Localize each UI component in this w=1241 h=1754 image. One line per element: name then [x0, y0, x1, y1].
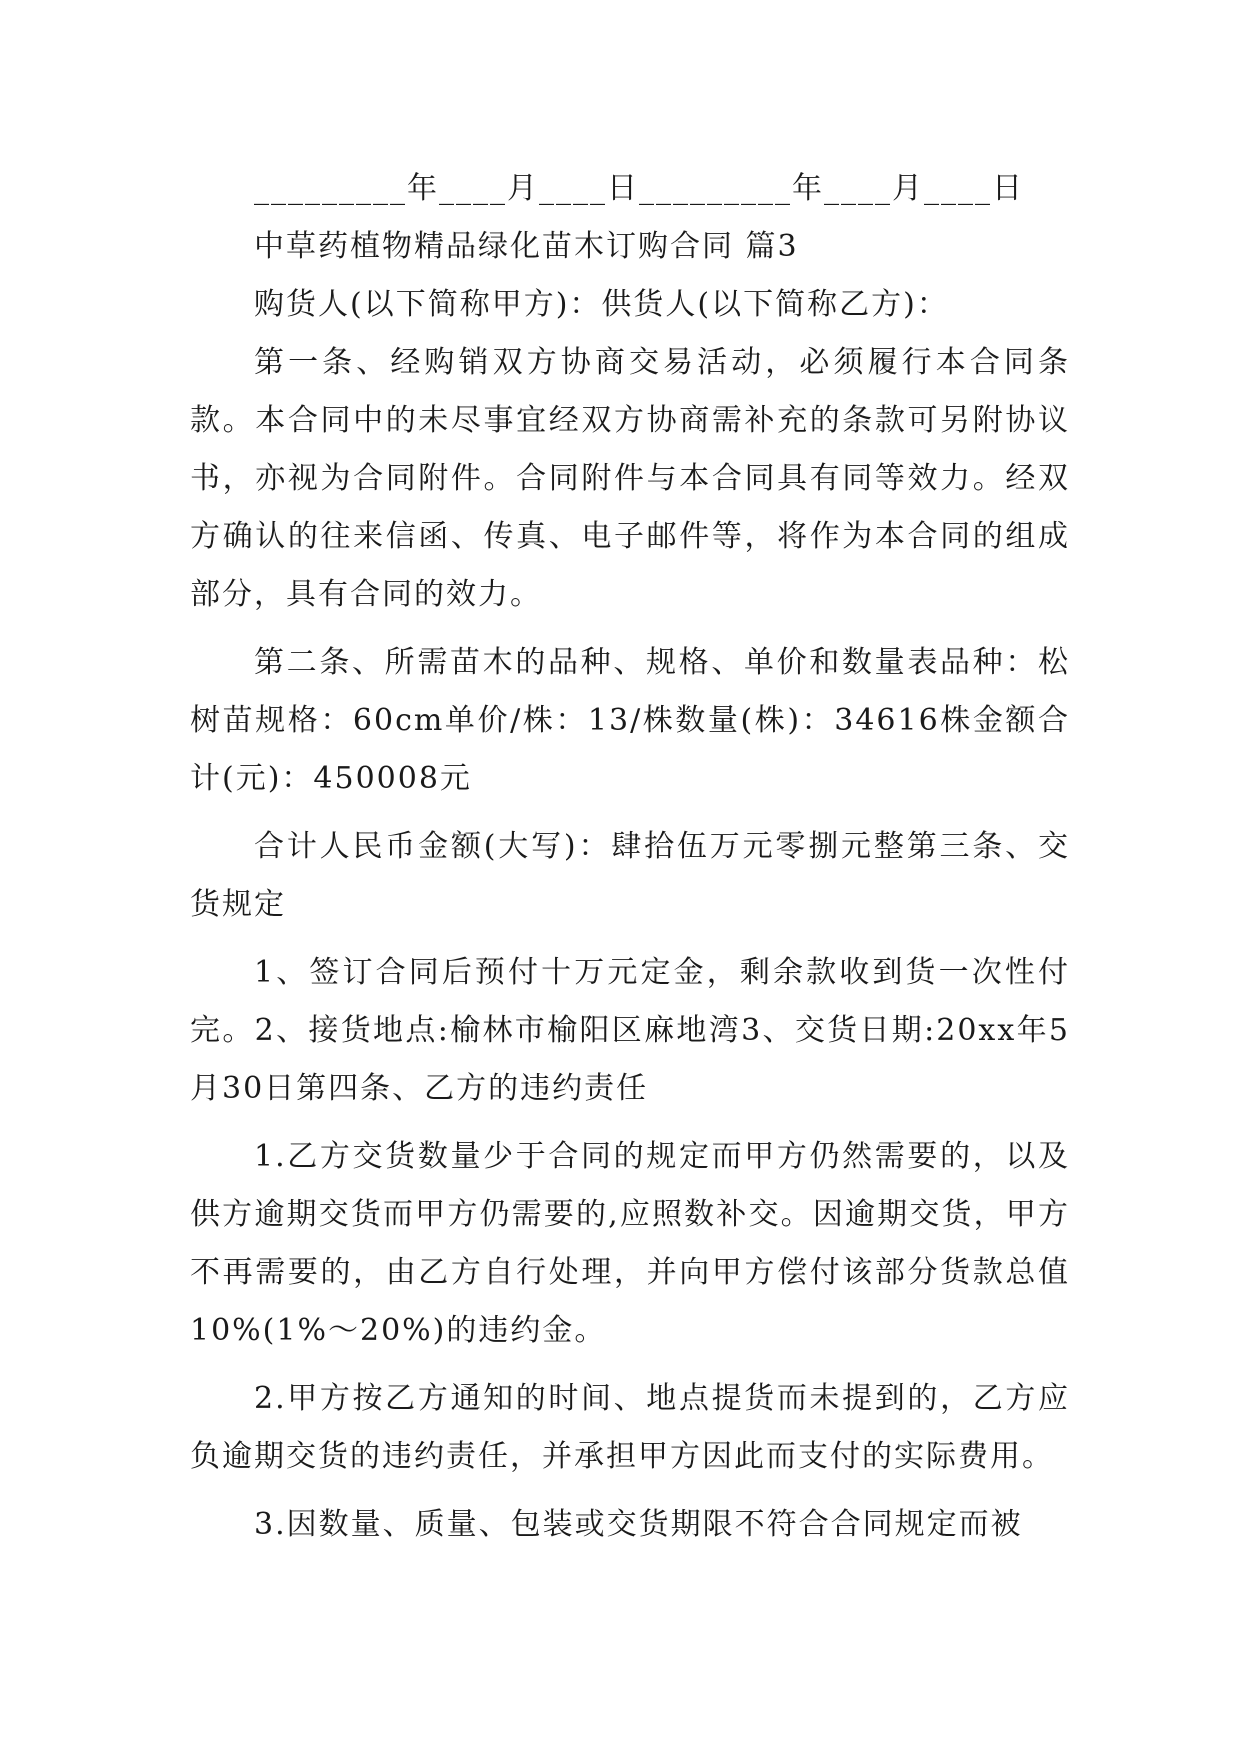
paragraph-liability-2: 2.甲方按乙方通知的时间、地点提货而未提到的，乙方应负逾期交货的违约责任，并承担甲方因此而支付的实际费用。: [190, 1381, 1070, 1474]
date-line: _________年____月____日_________年____月____日: [254, 171, 1024, 206]
paragraph-total-amount: 合计人民币金额(大写)：肆拾伍万元零捌元整第三条、交货规定: [190, 829, 1070, 922]
paragraph-liability-3: 3.因数量、质量、包装或交货期限不符合合同规定而被: [254, 1507, 1023, 1542]
paragraph-liability-1: 1.乙方交货数量少于合同的规定而甲方仍然需要的，以及供方逾期交货而甲方仍需要的,应照数补交。因逾期交货，甲方不再需要的，由乙方自行处理，并向甲方偿付该部分货款总值10%(1%～20%)的违约金。: [190, 1139, 1070, 1348]
paragraph-delivery-terms: 1、签订合同后预付十万元定金，剩余款收到货一次性付完。2、接货地点:榆林市榆阳区麻地湾3、交货日期:20xx年5月30日第四条、乙方的违约责任: [190, 955, 1070, 1106]
paragraph-article-1: 第一条、经购销双方协商交易活动，必须履行本合同条款。本合同中的未尽事宜经双方协商需补充的条款可另附协议书，亦视为合同附件。合同附件与本合同具有同等效力。经双方确认的往来信函、传真、电子邮件等，将作为本合同的组成部分，具有合同的效力。: [190, 345, 1070, 612]
parties-line: 购货人(以下简称甲方)：供货人(以下简称乙方)：: [254, 287, 949, 322]
paragraph-article-2: 第二条、所需苗木的品种、规格、单价和数量表品种：松树苗规格：60cm单价/株：13/株数量(株)：34616株金额合计(元)：450008元: [190, 645, 1070, 796]
contract-heading: 中草药植物精品绿化苗木订购合同 篇3: [254, 229, 799, 264]
document-body: [190, 160, 1070, 1564]
